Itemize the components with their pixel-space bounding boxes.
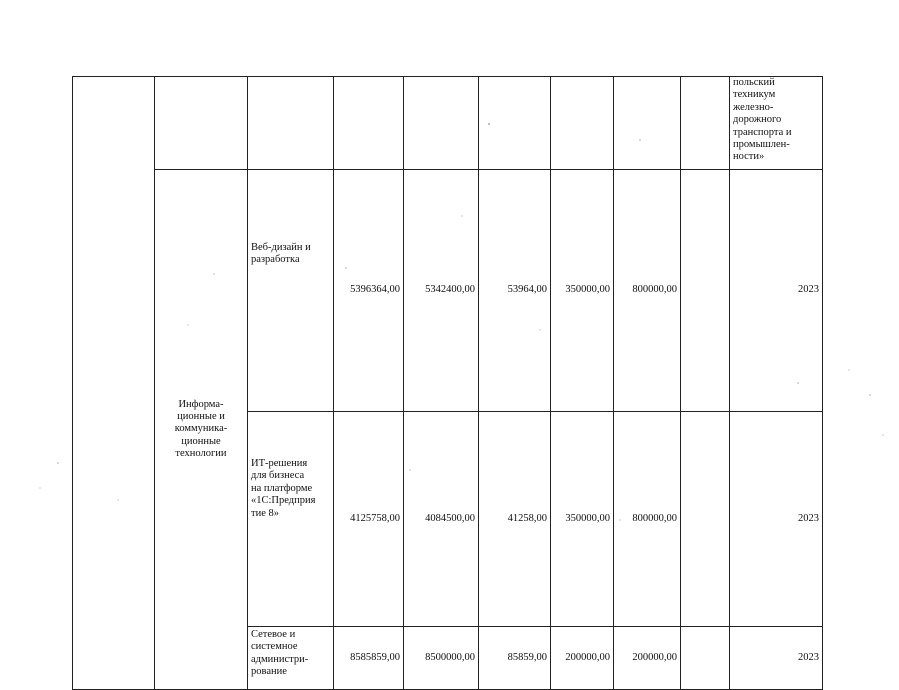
- program-name: Сетевое и системное администри- рование: [251, 629, 309, 678]
- program-name: ИТ-решения для бизнеса на платформе «1С:Предприя тие 8»: [251, 458, 316, 519]
- cell-total: 5396364,00: [334, 170, 404, 412]
- cell-regional: 53964,00: [479, 170, 551, 412]
- cell-equipment: 350000,00: [551, 170, 614, 412]
- direction-label: Информа- ционные и коммуника- ционные технологии: [174, 398, 228, 460]
- cell-other: 200000,00: [614, 627, 681, 690]
- cell-direction: [155, 170, 248, 690]
- organization-text: польский техникум железно- дорожного транспорта и промышлен- ности»: [733, 77, 792, 163]
- cell-other: 800000,00: [614, 412, 681, 627]
- table-row-continued: [73, 77, 823, 170]
- cell-program: [248, 412, 334, 627]
- cell-federal: 8500000,00: [404, 627, 479, 690]
- cell-total: 4125758,00: [334, 412, 404, 627]
- cell-empty: [551, 77, 614, 170]
- cell-equipment: 350000,00: [551, 412, 614, 627]
- cell-program: [248, 170, 334, 412]
- cell-empty: [614, 77, 681, 170]
- cell-empty: [334, 77, 404, 170]
- cell-other: 800000,00: [614, 170, 681, 412]
- cell-year: 2023: [730, 627, 823, 690]
- cell-federal: 5342400,00: [404, 170, 479, 412]
- cell-federal: 4084500,00: [404, 412, 479, 627]
- cell-empty-left: [73, 77, 155, 690]
- cell-year: 2023: [730, 170, 823, 412]
- cell-total: 8585859,00: [334, 627, 404, 690]
- program-name: Веб-дизайн и разработка: [251, 242, 311, 266]
- cell-empty-direction: [155, 77, 248, 170]
- cell-empty: [681, 627, 730, 690]
- cell-empty: [248, 77, 334, 170]
- cell-program: [248, 627, 334, 690]
- cell-equipment: 200000,00: [551, 627, 614, 690]
- cell-regional: 85859,00: [479, 627, 551, 690]
- cell-regional: 41258,00: [479, 412, 551, 627]
- table-row: [73, 170, 823, 412]
- cell-empty: [404, 77, 479, 170]
- cell-organization: [730, 77, 823, 170]
- cell-year: 2023: [730, 412, 823, 627]
- cell-empty: [479, 77, 551, 170]
- cell-empty: [681, 77, 730, 170]
- funding-table: [72, 76, 823, 690]
- cell-empty: [681, 412, 730, 627]
- cell-empty: [681, 170, 730, 412]
